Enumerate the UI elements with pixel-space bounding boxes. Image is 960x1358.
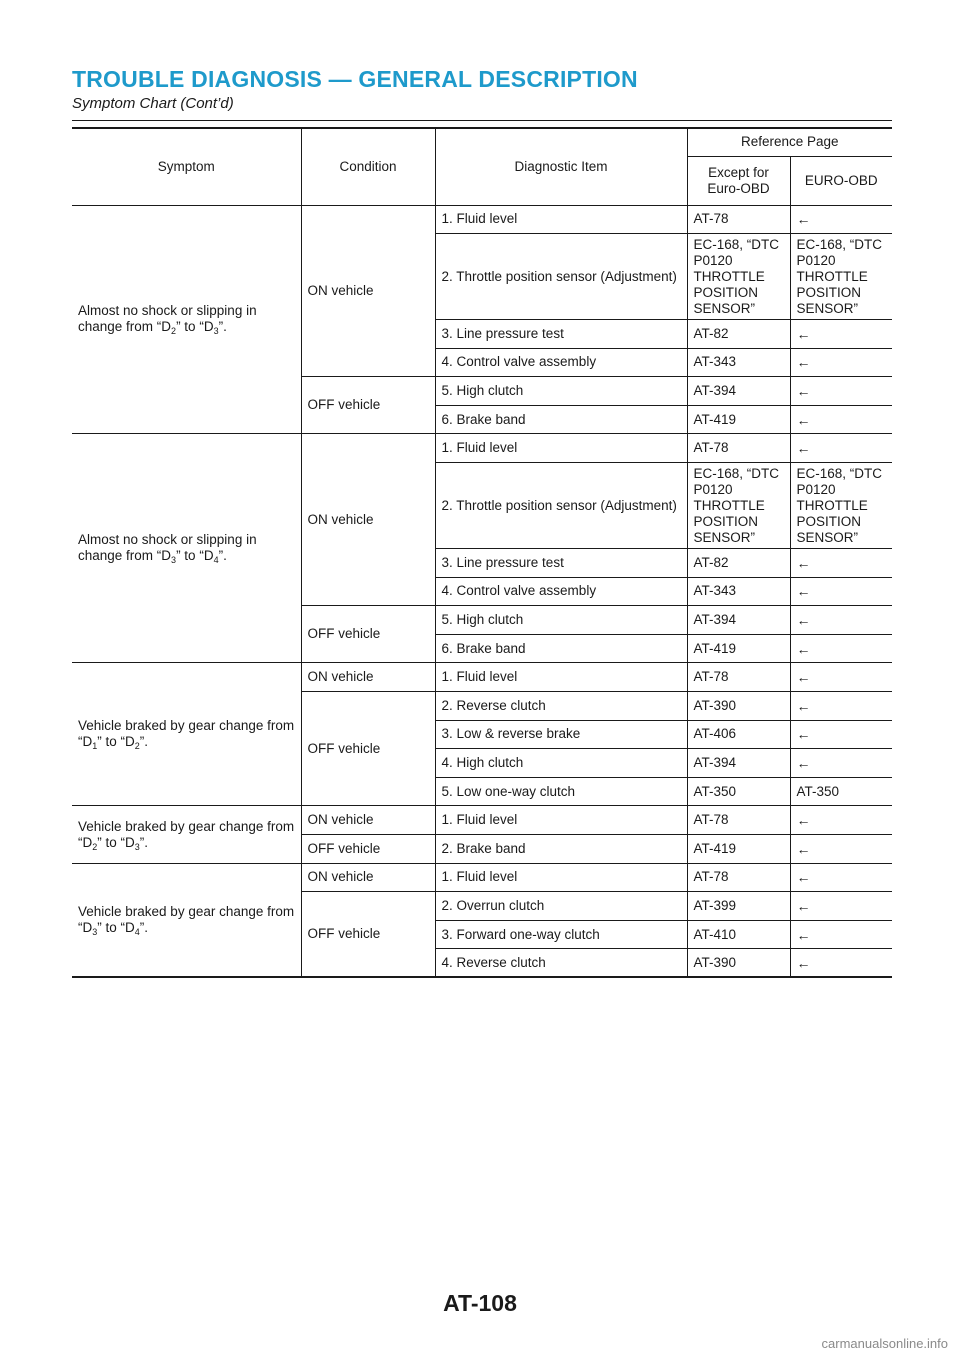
- symptom-text: ” to “D: [97, 734, 135, 750]
- euro-obd-cell: ←: [790, 720, 892, 749]
- reference-page-cell: AT-343: [687, 577, 790, 606]
- reference-page-cell: AT-394: [687, 749, 790, 778]
- symptom-text: ” to “D: [176, 319, 214, 335]
- reference-page-cell: AT-350: [687, 777, 790, 806]
- diagnostic-item-cell: 4. High clutch: [435, 749, 687, 778]
- diagnostic-item-cell: 4. Control valve assembly: [435, 577, 687, 606]
- gear-subscript: 3: [213, 326, 219, 337]
- table-row: [72, 806, 892, 835]
- euro-obd-cell: ←: [790, 577, 892, 606]
- condition-cell: ON vehicle: [301, 663, 435, 692]
- gear-subscript: 4: [213, 555, 219, 566]
- reference-page-cell: AT-399: [687, 892, 790, 921]
- header-euro-obd: EURO-OBD: [790, 156, 892, 205]
- chart-body: [72, 205, 892, 977]
- reference-page-cell: AT-82: [687, 320, 790, 349]
- reference-page-cell: AT-78: [687, 806, 790, 835]
- header-symptom: Symptom: [72, 128, 301, 205]
- page-number: AT-108: [443, 1290, 517, 1316]
- diagnostic-item-cell: 1. Fluid level: [435, 434, 687, 463]
- diagnostic-item-cell: 6. Brake band: [435, 634, 687, 663]
- table-row: [72, 863, 892, 892]
- euro-obd-cell: ←: [790, 749, 892, 778]
- condition-cell: OFF vehicle: [301, 377, 435, 434]
- reference-page-cell: AT-394: [687, 606, 790, 635]
- symptom-text: Vehicle braked by gear change from “D: [78, 818, 295, 850]
- header-rule: [72, 120, 892, 121]
- euro-obd-cell: ←: [790, 892, 892, 921]
- diagnostic-item-cell: 2. Throttle position sensor (Adjustment): [435, 234, 687, 320]
- reference-page-cell: AT-78: [687, 863, 790, 892]
- diagnostic-item-cell: 3. Line pressure test: [435, 320, 687, 349]
- reference-page-cell: AT-410: [687, 920, 790, 949]
- euro-obd-cell: ←: [790, 549, 892, 578]
- symptom-text: Almost no shock or slipping in change from “D: [78, 532, 257, 564]
- condition-cell: ON vehicle: [301, 205, 435, 377]
- euro-obd-cell: ←: [790, 835, 892, 864]
- gear-subscript: 4: [134, 927, 140, 938]
- symptom-cell: [72, 434, 301, 663]
- reference-page-cell: AT-390: [687, 692, 790, 721]
- reference-page-cell: AT-343: [687, 348, 790, 377]
- euro-obd-cell: ←: [790, 405, 892, 434]
- header-except-euro-obd: Except for Euro-OBD: [687, 156, 790, 205]
- symptom-chart-table: [72, 127, 892, 978]
- page-subtitle: Symptom Chart (Cont’d): [72, 95, 234, 112]
- diagnostic-item-cell: 5. High clutch: [435, 606, 687, 635]
- reference-page-cell: AT-419: [687, 835, 790, 864]
- diagnostic-item-cell: 1. Fluid level: [435, 863, 687, 892]
- euro-obd-cell: ←: [790, 663, 892, 692]
- condition-cell: OFF vehicle: [301, 692, 435, 806]
- diagnostic-item-cell: 2. Throttle position sensor (Adjustment): [435, 463, 687, 549]
- euro-obd-cell: EC-168, “DTC P0120 THROTTLE POSITION SENSOR”: [790, 463, 892, 549]
- symptom-cell: [72, 863, 301, 977]
- symptom-text: Vehicle braked by gear change from “D: [78, 904, 295, 936]
- table-row: [72, 663, 892, 692]
- diagnostic-item-cell: 1. Fluid level: [435, 205, 687, 234]
- diagnostic-item-cell: 5. High clutch: [435, 377, 687, 406]
- diagnostic-item-cell: 2. Overrun clutch: [435, 892, 687, 921]
- symptom-text: ” to “D: [97, 834, 135, 850]
- euro-obd-cell: AT-350: [790, 777, 892, 806]
- diagnostic-item-cell: 4. Control valve assembly: [435, 348, 687, 377]
- gear-subscript: 2: [171, 326, 177, 337]
- symptom-text: ”.: [218, 548, 227, 564]
- symptom-text: Vehicle braked by gear change from “D: [78, 718, 295, 750]
- condition-cell: OFF vehicle: [301, 606, 435, 663]
- euro-obd-cell: ←: [790, 320, 892, 349]
- euro-obd-cell: EC-168, “DTC P0120 THROTTLE POSITION SENSOR”: [790, 234, 892, 320]
- table-row: [72, 205, 892, 234]
- symptom-text: ”.: [139, 920, 149, 936]
- diagnostic-item-cell: 6. Brake band: [435, 405, 687, 434]
- reference-page-cell: AT-419: [687, 634, 790, 663]
- header-condition: Condition: [301, 128, 435, 205]
- reference-page-cell: AT-406: [687, 720, 790, 749]
- gear-subscript: 3: [171, 555, 177, 566]
- reference-page-cell: AT-78: [687, 663, 790, 692]
- euro-obd-cell: ←: [790, 920, 892, 949]
- euro-obd-cell: ←: [790, 205, 892, 234]
- euro-obd-cell: ←: [790, 377, 892, 406]
- diagnostic-item-cell: 3. Forward one-way clutch: [435, 920, 687, 949]
- header-reference-page: Reference Page: [687, 128, 892, 156]
- reference-page-cell: AT-394: [687, 377, 790, 406]
- condition-cell: OFF vehicle: [301, 892, 435, 978]
- reference-page-cell: AT-78: [687, 205, 790, 234]
- watermark: carmanualsonline.info: [821, 1336, 948, 1351]
- symptom-cell: [72, 663, 301, 806]
- gear-subscript: 2: [92, 841, 98, 852]
- gear-subscript: 2: [134, 741, 140, 752]
- reference-page-cell: AT-390: [687, 949, 790, 978]
- diagnostic-item-cell: 1. Fluid level: [435, 663, 687, 692]
- symptom-text: ”.: [139, 734, 149, 750]
- diagnostic-item-cell: 4. Reverse clutch: [435, 949, 687, 978]
- gear-subscript: 1: [92, 741, 98, 752]
- diagnostic-item-cell: 5. Low one-way clutch: [435, 777, 687, 806]
- gear-subscript: 3: [134, 841, 140, 852]
- reference-page-cell: AT-419: [687, 405, 790, 434]
- symptom-text: Almost no shock or slipping in change from “D: [78, 303, 257, 335]
- symptom-text: ” to “D: [97, 920, 135, 936]
- header-diagnostic-item: Diagnostic Item: [435, 128, 687, 205]
- euro-obd-cell: ←: [790, 806, 892, 835]
- diagnostic-item-cell: 2. Reverse clutch: [435, 692, 687, 721]
- euro-obd-cell: ←: [790, 949, 892, 978]
- condition-cell: OFF vehicle: [301, 835, 435, 864]
- symptom-cell: [72, 205, 301, 434]
- euro-obd-cell: ←: [790, 863, 892, 892]
- euro-obd-cell: ←: [790, 434, 892, 463]
- euro-obd-cell: ←: [790, 634, 892, 663]
- symptom-cell: [72, 806, 301, 863]
- diagnostic-item-cell: 3. Low & reverse brake: [435, 720, 687, 749]
- page-title: TROUBLE DIAGNOSIS — GENERAL DESCRIPTION: [72, 66, 638, 92]
- reference-page-cell: AT-82: [687, 549, 790, 578]
- euro-obd-cell: ←: [790, 692, 892, 721]
- table-row: [72, 434, 892, 463]
- reference-page-cell: EC-168, “DTC P0120 THROTTLE POSITION SENSOR”: [687, 463, 790, 549]
- reference-page-cell: AT-78: [687, 434, 790, 463]
- symptom-text: ” to “D: [176, 548, 214, 564]
- symptom-text: ”.: [139, 834, 149, 850]
- euro-obd-cell: ←: [790, 348, 892, 377]
- diagnostic-item-cell: 1. Fluid level: [435, 806, 687, 835]
- diagnostic-item-cell: 2. Brake band: [435, 835, 687, 864]
- condition-cell: ON vehicle: [301, 863, 435, 892]
- condition-cell: ON vehicle: [301, 434, 435, 606]
- gear-subscript: 3: [92, 927, 98, 938]
- reference-page-cell: EC-168, “DTC P0120 THROTTLE POSITION SENSOR”: [687, 234, 790, 320]
- diagnostic-item-cell: 3. Line pressure test: [435, 549, 687, 578]
- euro-obd-cell: ←: [790, 606, 892, 635]
- condition-cell: ON vehicle: [301, 806, 435, 835]
- symptom-text: ”.: [218, 319, 227, 335]
